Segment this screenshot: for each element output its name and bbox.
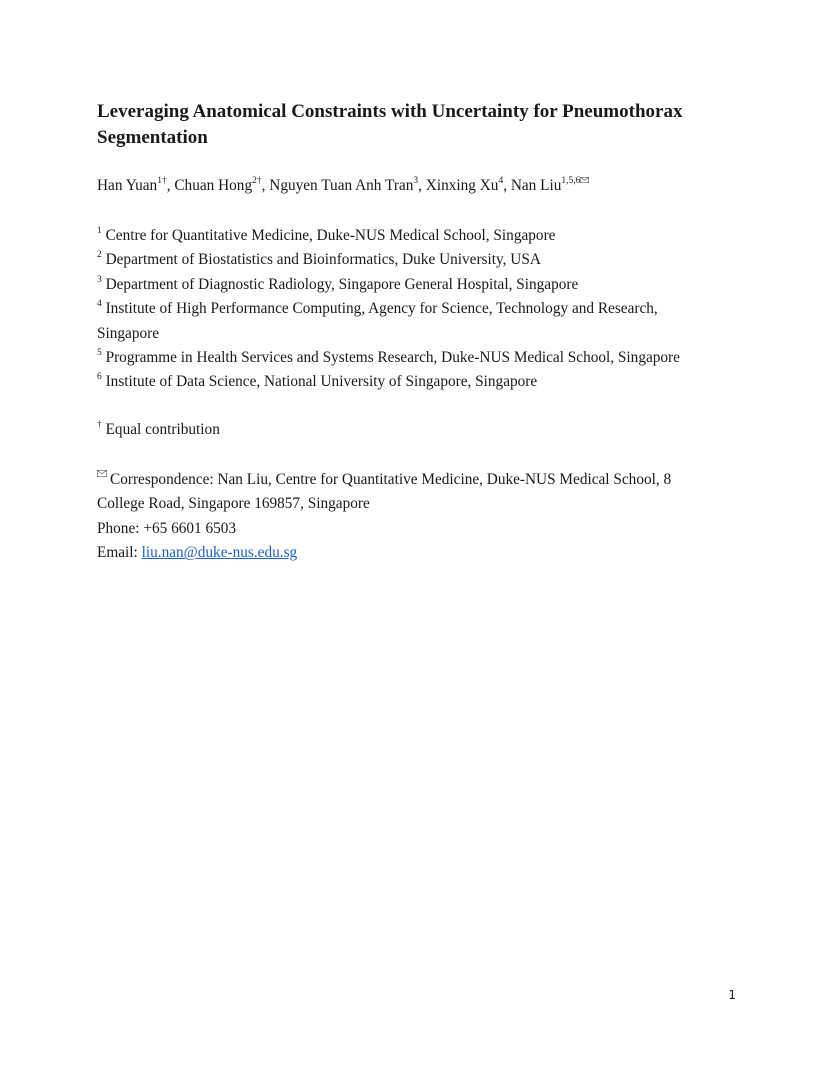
email-link[interactable]: liu.nan@duke-nus.edu.sg	[141, 544, 298, 562]
author-affiliation-marks: 2†	[252, 175, 262, 186]
affiliation-item	[97, 297, 737, 321]
affiliation-number: 6	[97, 372, 102, 383]
affiliation-list	[97, 224, 737, 395]
affiliation-text: Institute of Data Science, National University of Singapore, Singapore	[105, 373, 538, 391]
affiliation-number: 5	[97, 347, 102, 358]
affiliation-number: 4	[97, 299, 102, 310]
equal-contribution-note	[97, 419, 220, 441]
affiliation-text: Department of Diagnostic Radiology, Singapore General Hospital, Singapore	[105, 275, 579, 293]
equal-contribution-text: Equal contribution	[105, 421, 220, 438]
author-affiliation-marks: 1†	[157, 175, 167, 186]
author-separator: ,	[261, 177, 270, 194]
author-affiliation-marks: 3	[413, 175, 419, 186]
paper-title	[97, 99, 737, 151]
affiliation-text: Department of Biostatistics and Bioinformatics, Duke University, USA	[105, 251, 541, 269]
affiliation-text: Institute of High Performance Computing, Agency for Science, Technology and Research,	[105, 300, 658, 318]
author-separator: ,	[503, 177, 511, 194]
envelope-icon	[580, 177, 589, 183]
author-affiliation-marks: 1,5,6	[561, 175, 581, 186]
correspondence-phone: Phone: +65 6601 6503	[97, 519, 237, 537]
affiliation-number: 3	[97, 274, 102, 285]
author-separator: ,	[166, 177, 175, 194]
affiliation-item	[97, 273, 737, 297]
dagger-mark: †	[97, 419, 102, 430]
affiliation-continuation	[97, 322, 737, 346]
affiliation-item	[97, 248, 737, 272]
author-name: Nan Liu	[510, 177, 562, 194]
affiliation-text: Singapore	[97, 324, 160, 342]
page-number: 1	[728, 988, 736, 1002]
correspondence-email-row	[97, 541, 737, 565]
author-list	[97, 175, 757, 197]
affiliation-item	[97, 346, 737, 370]
title-line-1: Leveraging Anatomical Constraints with Uncertainty for Pneumothorax	[97, 101, 683, 122]
correspondence-address: College Road, Singapore 169857, Singapore	[97, 495, 370, 513]
envelope-icon	[97, 470, 107, 477]
affiliation-text: Centre for Quantitative Medicine, Duke-NUS Medical School, Singapore	[105, 227, 556, 244]
correspondence-text: Correspondence: Nan Liu, Centre for Quantitative Medicine, Duke-NUS Medical School, 8	[110, 471, 672, 488]
affiliation-number: 2	[97, 250, 102, 261]
correspondence-line	[97, 468, 737, 492]
affiliation-text: Programme in Health Services and Systems Research, Duke-NUS Medical School, Singapore	[105, 349, 680, 367]
author-name: Han Yuan	[97, 177, 158, 194]
author-separator: ,	[418, 177, 426, 194]
email-label: Email:	[97, 544, 142, 562]
author-name: Chuan Hong	[174, 177, 253, 194]
affiliation-item	[97, 370, 737, 394]
affiliation-item	[97, 224, 737, 248]
author-name: Xinxing Xu	[425, 177, 499, 194]
correspondence-block	[97, 468, 737, 566]
affiliation-number: 1	[97, 225, 102, 236]
title-line-2: Segmentation	[97, 127, 208, 148]
author-name: Nguyen Tuan Anh Tran	[269, 177, 414, 194]
author-affiliation-marks: 4	[498, 175, 504, 186]
